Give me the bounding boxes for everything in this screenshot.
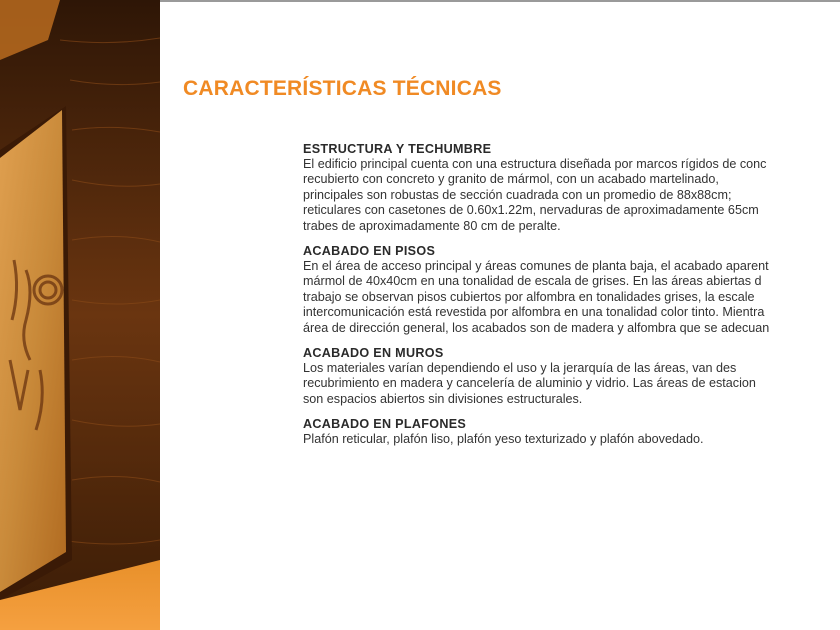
section-line: Plafón reticular, plafón liso, plafón yeso texturizado y plafón abovedado. [303, 432, 704, 447]
section-line: trabajo se observan pisos cubiertos por alfombra en tonalidades grises, la escale [303, 289, 755, 304]
section-heading: ACABADO EN MUROS [303, 346, 444, 361]
section-line: recubierto con concreto y granito de mármol, con un acabado martelinado, [303, 172, 719, 187]
interior-wall-art-photo [0, 0, 160, 630]
section-line: recubrimiento en madera y cancelería de aluminio y vidrio. Las áreas de estacion [303, 376, 756, 391]
section-heading: ACABADO EN PISOS [303, 244, 436, 259]
section-heading: ACABADO EN PLAFONES [303, 417, 467, 432]
section-line: Los materiales varían dependiendo el uso y la jerarquía de las áreas, van des [303, 361, 737, 376]
content-area [303, 141, 840, 457]
section-line: principales son robustas de sección cuadrada con un promedio de 88x88cm; [303, 187, 732, 202]
section-line: son espacios abiertos sin divisiones estructurales. [303, 391, 583, 406]
top-border [160, 0, 840, 2]
section-walls [303, 345, 840, 407]
section-line: En el área de acceso principal y áreas comunes de planta baja, el acabado aparent [303, 259, 769, 274]
section-line: mármol de 40x40cm en una tonalidad de escala de grises. En las áreas abiertas d [303, 274, 762, 289]
section-line: reticulares con casetones de 0.60x1.22m, nervaduras de aproximadamente 65cm [303, 203, 759, 218]
section-line: trabes de aproximadamente 80 cm de peralte. [303, 218, 561, 233]
section-line: intercomunicación está revestida por alfombra en una tonalidad color tinto. Mientra [303, 305, 765, 320]
section-heading: ESTRUCTURA Y TECHUMBRE [303, 142, 492, 156]
section-ceilings [303, 416, 840, 447]
page-title: CARACTERÍSTICAS TÉCNICAS [183, 77, 502, 100]
section-floors [303, 243, 840, 336]
section-line: área de dirección general, los acabados son de madera y alfombra que se adecuan [303, 320, 770, 335]
section-line: El edificio principal cuenta con una estructura diseñada por marcos rígidos de conc [303, 157, 767, 171]
interior-photo [0, 0, 160, 630]
section-structure [303, 141, 840, 234]
